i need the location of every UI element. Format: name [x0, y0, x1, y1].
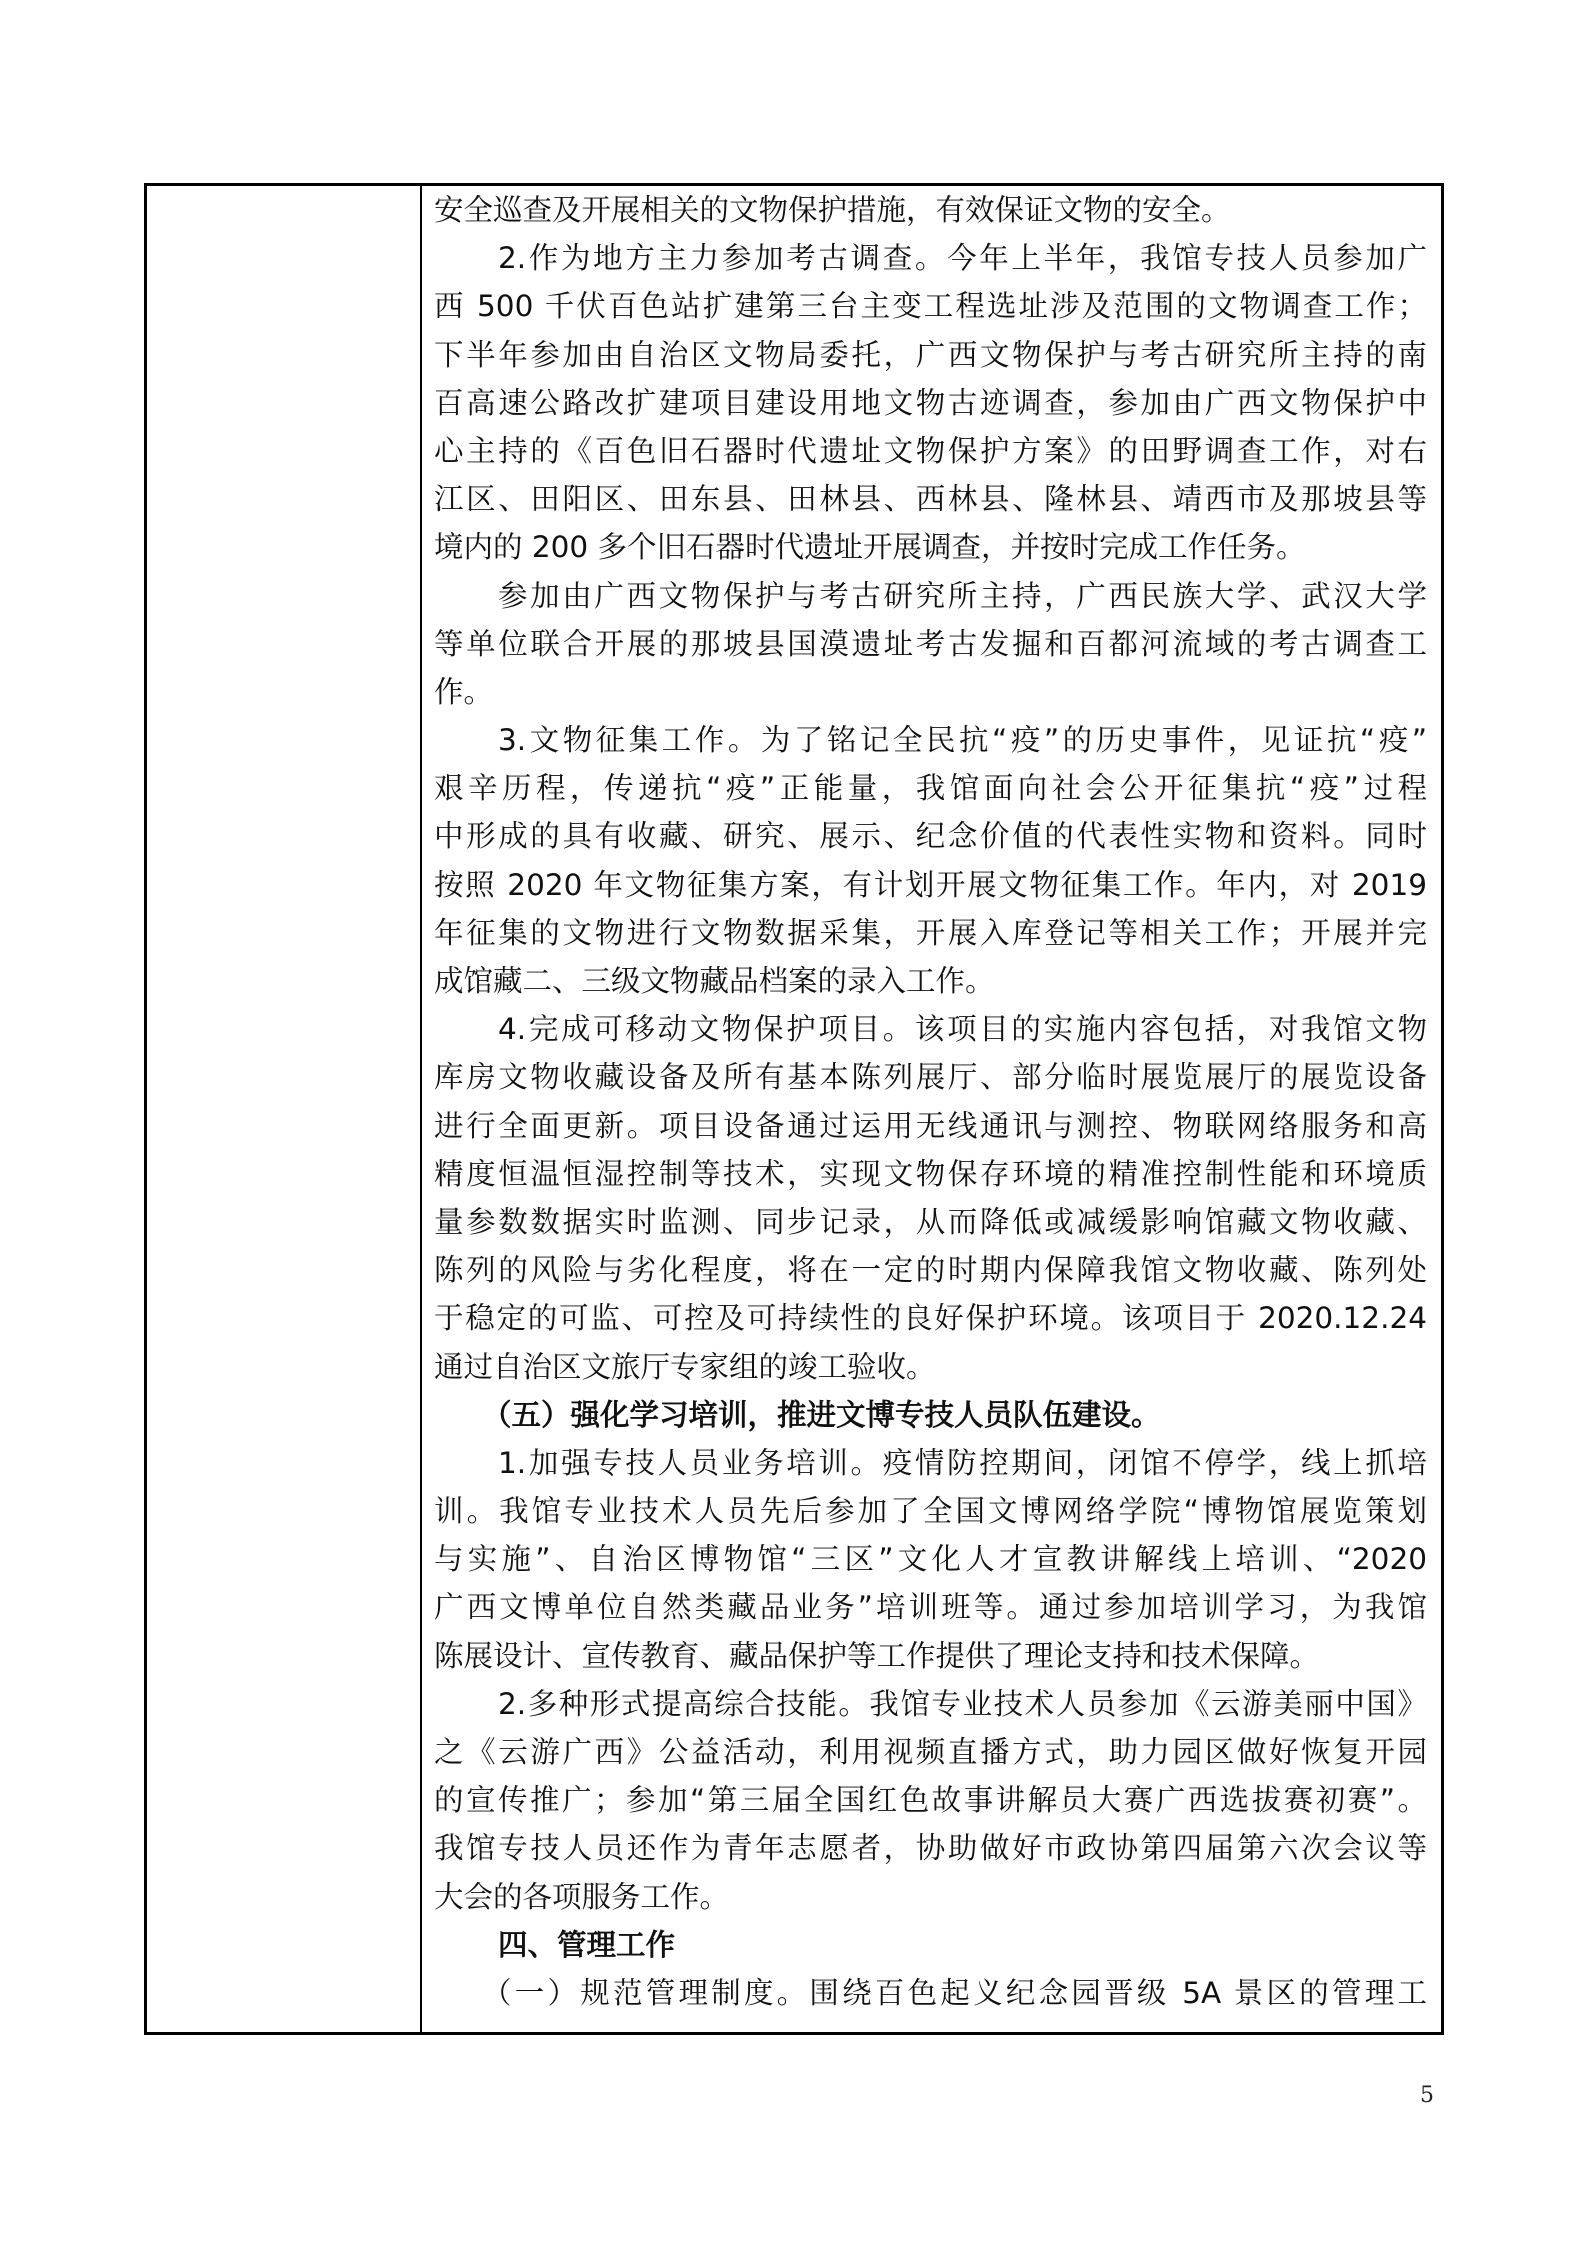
content-table — [144, 183, 1444, 2035]
text-line-7: 江区、田阳区、田东县、田林县、西林县、隆林县、靖西市及那坡县等 — [434, 482, 1427, 517]
text-line-31: 陈展设计、宣传教育、藏品保护等工作提供了理论支持和技术保障。 — [434, 1638, 1320, 1673]
text-line-23: 陈列的风险与劣化程度，将在一定的时期内保障我馆文物收藏、陈列处 — [434, 1253, 1427, 1288]
text-line-9: 参加由广西文物保护与考古研究所主持，广西民族大学、武汉大学 — [498, 578, 1427, 613]
text-line-36: 大会的各项服务工作。 — [434, 1879, 730, 1914]
table-left-column — [147, 186, 422, 2032]
text-line-6: 心主持的《百色旧石器时代遗址文物保护方案》的田野调查工作，对右 — [434, 433, 1427, 468]
text-line-29: 与实施”、自治区博物馆“三区”文化人才宣教讲解线上培训、“2020 — [434, 1542, 1427, 1577]
text-line-35: 我馆专技人员还作为青年志愿者，协助做好市政协第四届第六次会议等 — [434, 1831, 1427, 1866]
text-line-1: 安全巡查及开展相关的文物保护措施，有效保证文物的安全。 — [434, 193, 1231, 227]
text-line-10: 等单位联合开展的那坡县国漠遗址考古发掘和百都河流域的考古调查工 — [434, 626, 1427, 661]
section-heading-management: 四、管理工作 — [498, 1927, 676, 1962]
text-line-14: 中形成的具有收藏、研究、展示、纪念价值的代表性实物和资料。同时 — [434, 819, 1427, 854]
text-line-28: 训。我馆专业技术人员先后参加了全国文博网络学院“博物馆展览策划 — [434, 1494, 1427, 1529]
text-line-5: 百高速公路改扩建项目建设用地文物古迹调查，参加由广西文物保护中 — [434, 385, 1427, 420]
text-line-34: 的宣传推广；参加“第三届全国红色故事讲解员大赛广西选拔赛初赛”。 — [434, 1783, 1427, 1818]
text-line-32: 2.多种形式提高综合技能。我馆专业技术人员参加《云游美丽中国》 — [498, 1686, 1427, 1721]
text-line-38: （一）规范管理制度。围绕百色起义纪念园晋级 5A 景区的管理工 — [482, 1975, 1427, 2010]
text-line-27: 1.加强专技人员业务培训。疫情防控期间，闭馆不停学，线上抓培 — [498, 1445, 1427, 1480]
table-right-column — [422, 186, 1441, 2032]
text-line-11: 作。 — [434, 674, 494, 709]
text-line-12: 3.文物征集工作。为了铭记全民抗“疫”的历史事件，见证抗“疫” — [498, 723, 1427, 758]
text-line-19: 库房文物收藏设备及所有基本陈列展厅、部分临时展览展厅的展览设备 — [434, 1060, 1427, 1095]
text-line-33: 之《云游广西》公益活动，利用视频直播方式，助力园区做好恢复开园 — [434, 1735, 1427, 1769]
text-line-8: 境内的 200 多个旧石器时代遗址开展调查，并按时完成工作任务。 — [434, 530, 1306, 565]
text-line-22: 量参数数据实时监测、同步记录，从而降低或减缓影响馆藏文物收藏、 — [434, 1204, 1427, 1239]
text-line-2: 2.作为地方主力参加考古调查。今年上半年，我馆专技人员参加广 — [498, 241, 1427, 276]
text-line-4: 下半年参加由自治区文物局委托，广西文物保护与考古研究所主持的南 — [434, 337, 1427, 372]
text-line-30: 广西文博单位自然类藏品业务”培训班等。通过参加培训学习，为我馆 — [434, 1590, 1427, 1625]
text-line-21: 精度恒温恒湿控制等技术，实现文物保存环境的精准控制性能和环境质 — [434, 1156, 1427, 1191]
text-line-18: 4.完成可移动文物保护项目。该项目的实施内容包括，对我馆文物 — [498, 1012, 1427, 1047]
text-line-16: 年征集的文物进行文物数据采集，开展入库登记等相关工作；开展并完 — [434, 915, 1427, 950]
text-line-17: 成馆藏二、三级文物藏品档案的录入工作。 — [434, 964, 995, 998]
text-line-3: 西 500 千伏百色站扩建第三台主变工程选址涉及范围的文物调查工作； — [434, 289, 1427, 324]
text-line-13: 艰辛历程，传递抗“疫”正能量，我馆面向社会公开征集抗“疫”过程 — [434, 771, 1427, 806]
text-line-20: 进行全面更新。项目设备通过运用无线通讯与测控、物联网络服务和高 — [434, 1108, 1427, 1143]
page-number: 5 — [1420, 2083, 1434, 2108]
text-line-15: 按照 2020 年文物征集方案，有计划开展文物征集工作。年内，对 2019 — [434, 867, 1427, 902]
text-line-25: 通过自治区文旅厅专家组的竣工验收。 — [434, 1349, 936, 1384]
section-heading-5: （五）强化学习培训，推进文博专技人员队伍建设。 — [482, 1397, 1161, 1432]
text-line-24: 于稳定的可监、可控及可持续性的良好保护环境。该项目于 2020.12.24 — [434, 1301, 1427, 1336]
